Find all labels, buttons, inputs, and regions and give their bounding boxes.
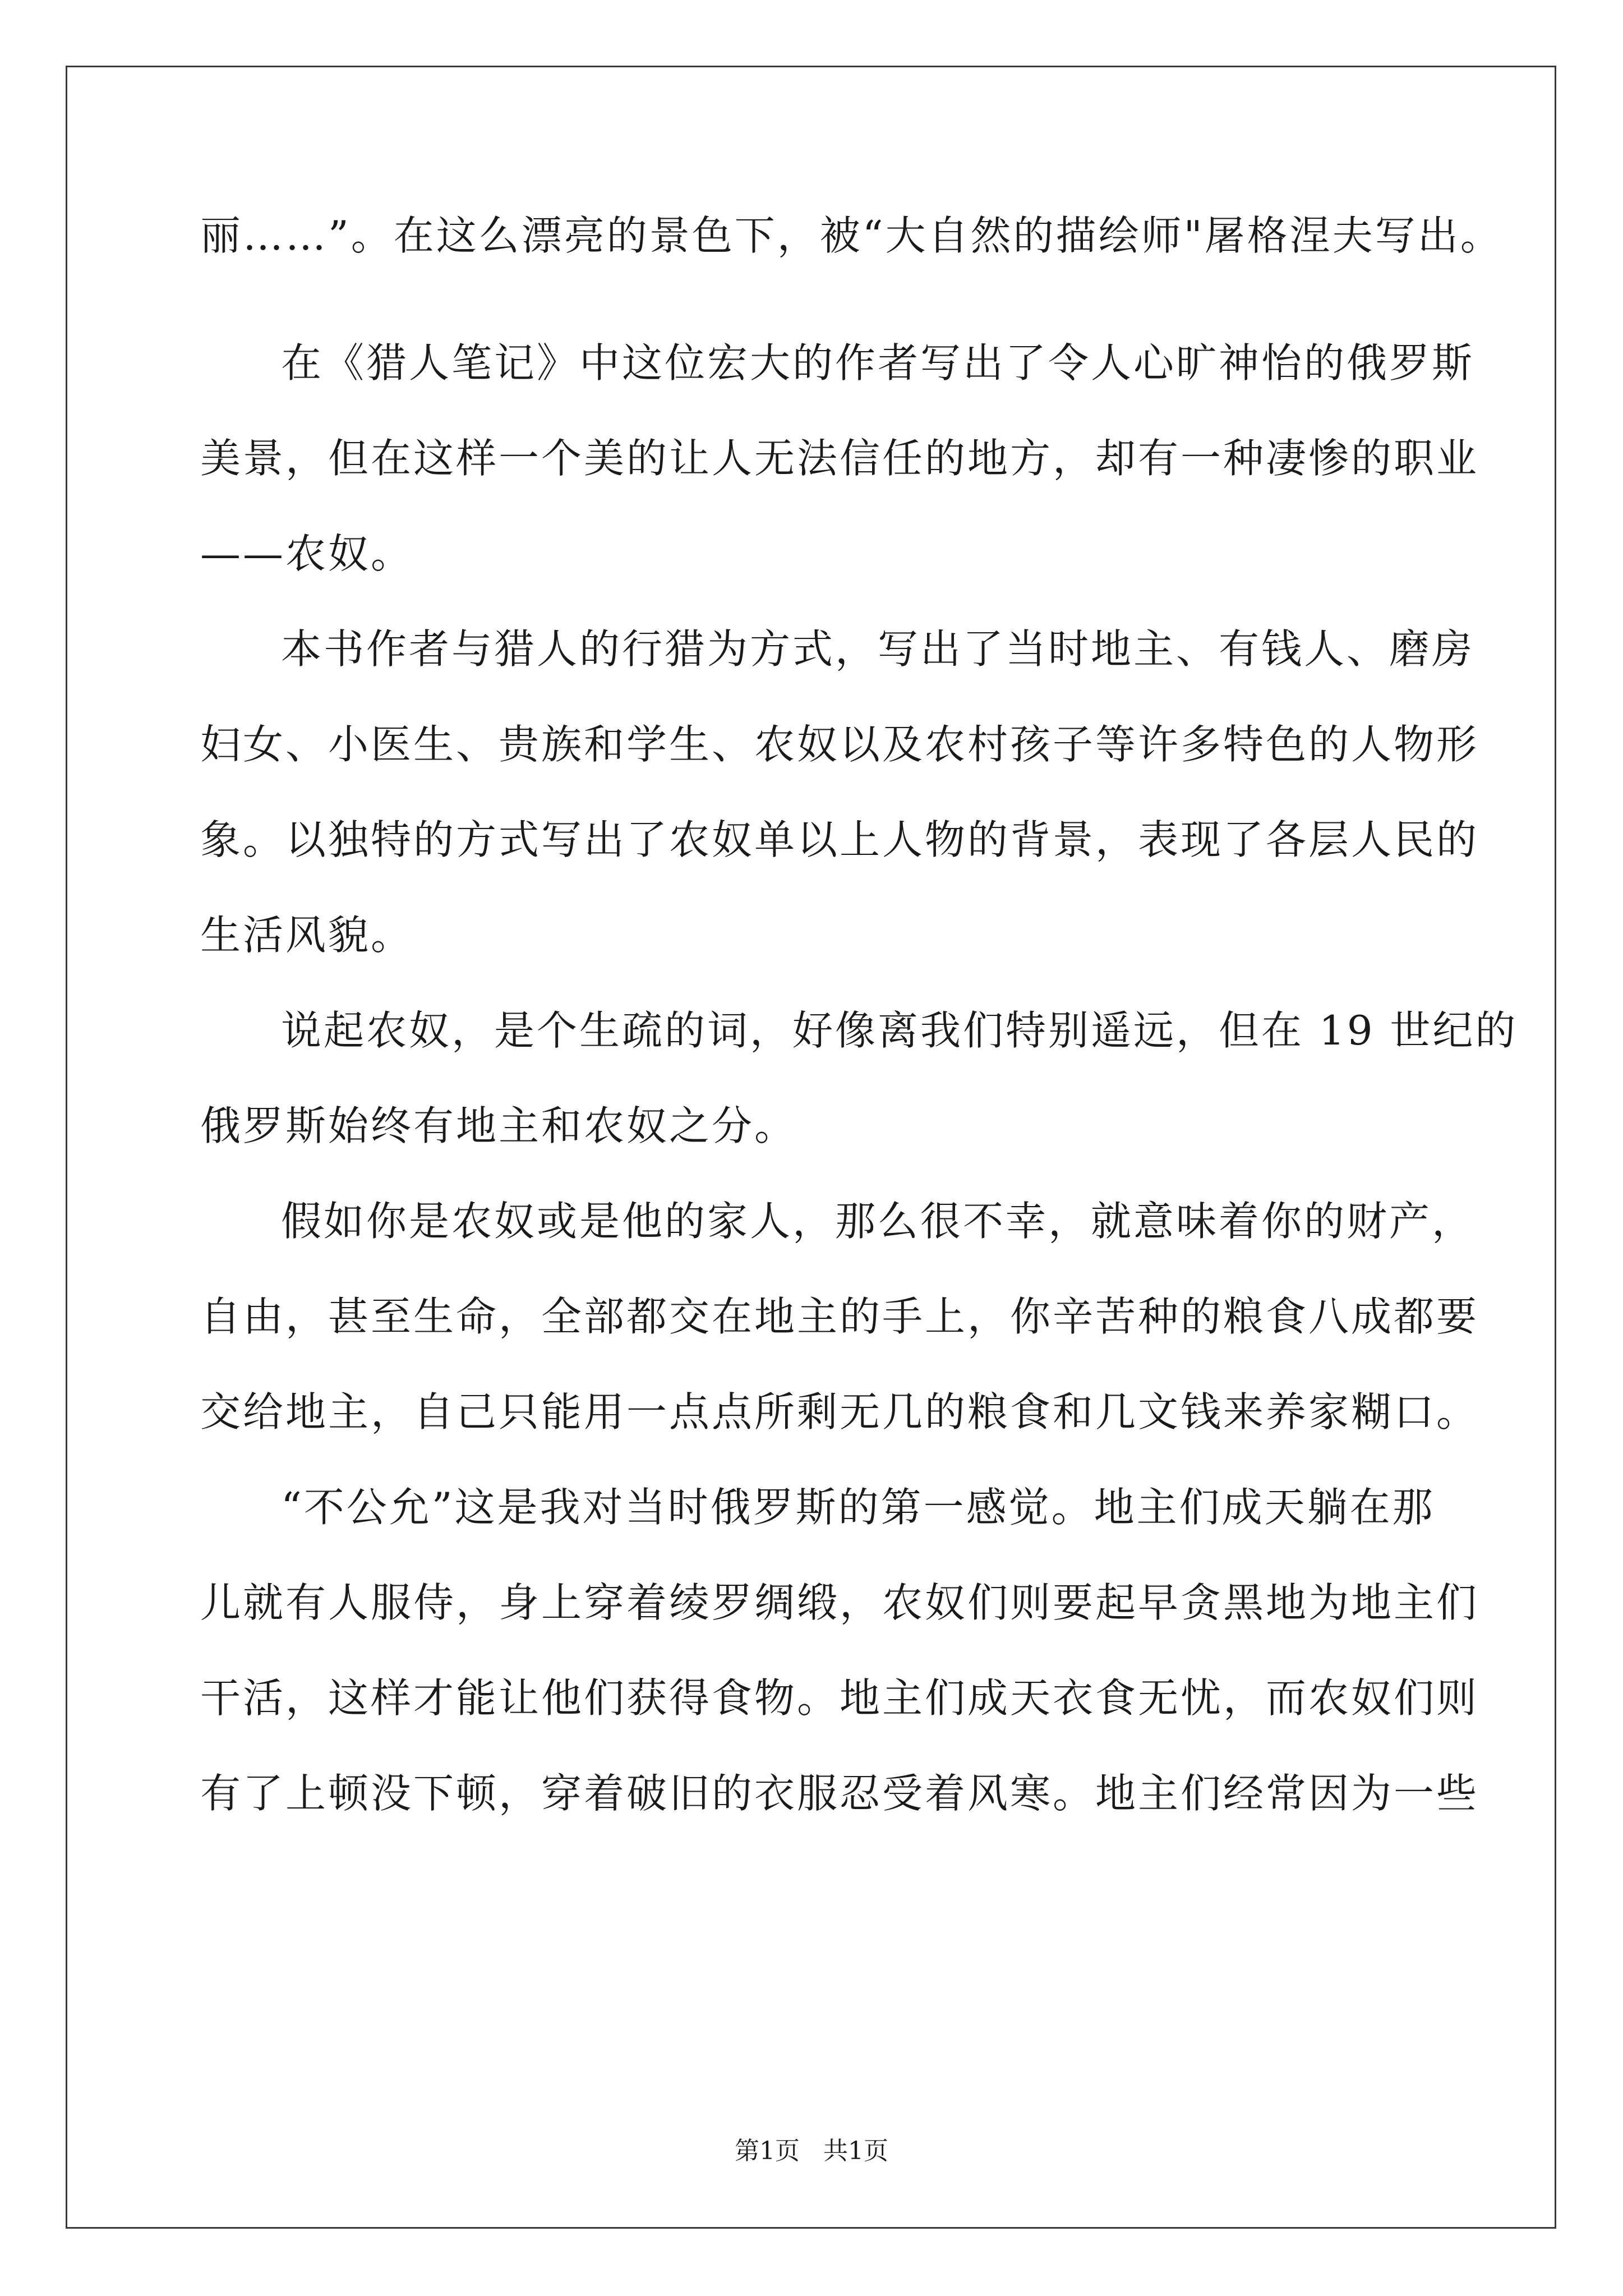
text-line: 在《猎人笔记》中这位宏大的作者写出了令人心旷神怡的俄罗斯 xyxy=(281,339,1475,386)
text-line: 美景，但在这样一个美的让人无法信任的地方，却有一种凄惨的职业 xyxy=(200,435,1479,482)
text-line: 交给地主，自己只能用一点点所剩无几的粮食和几文钱来养家糊口。 xyxy=(200,1388,1479,1435)
text-line: ——农奴。 xyxy=(200,530,414,577)
text-line: 象。以独特的方式写出了农奴单以上人物的背景，表现了各层人民的 xyxy=(200,816,1479,863)
text-line: 本书作者与猎人的行猎为方式，写出了当时地主、有钱人、磨房 xyxy=(281,625,1475,673)
text-line: “不公允”这是我对当时俄罗斯的第一感觉。地主们成天躺在那 xyxy=(281,1484,1435,1531)
text-line: 俄罗斯始终有地主和农奴之分。 xyxy=(200,1102,797,1149)
text-line: 自由，甚至生命，全部都交在地主的手上，你辛苦种的粮食八成都要 xyxy=(200,1293,1479,1340)
text-line: 儿就有人服侍，身上穿着绫罗绸缎，农奴们则要起早贪黑地为地主们 xyxy=(200,1579,1479,1626)
text-line: 生活风貌。 xyxy=(200,912,414,959)
text-line: 丽……”。在这么漂亮的景色下，被“大自然的描绘师"屠格涅夫写出。 xyxy=(200,212,1503,259)
text-line: 妇女、小医生、贵族和学生、农奴以及农村孩子等许多特色的人物形 xyxy=(200,721,1479,768)
page-footer: 第1页 共1页 xyxy=(735,2137,888,2165)
text-line: 干活，这样才能让他们获得食物。地主们成天衣食无忧，而农奴们则 xyxy=(200,1674,1479,1722)
text-line: 假如你是农奴或是他的家人，那么很不幸，就意味着你的财产， xyxy=(281,1198,1475,1245)
text-line: 说起农奴，是个生疏的词，好像离我们特别遥远，但在 19 世纪的 xyxy=(281,1007,1518,1054)
text-line: 有了上顿没下顿，穿着破旧的衣服忍受着风寒。地主们经常因为一些 xyxy=(200,1770,1479,1817)
